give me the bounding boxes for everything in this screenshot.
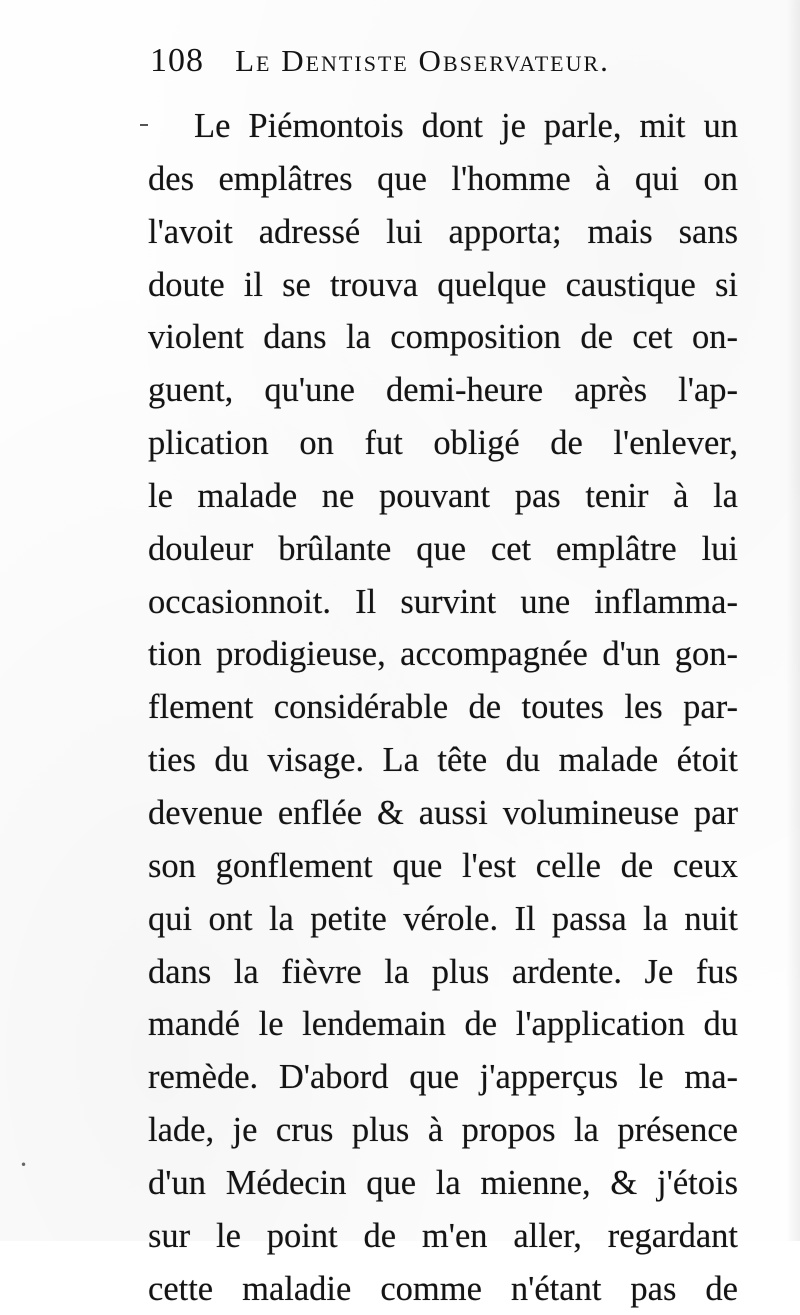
text-line: violent dans la composition de cet on-	[148, 318, 738, 357]
text-line: plication on fut obligé de l'enlever,	[148, 424, 738, 463]
page-edge-shadow	[786, 0, 800, 1241]
text-line: devenue enflée & aussi volumineuse par	[148, 793, 738, 832]
text-line: qui ont la petite vérole. Il passa la nuit	[148, 899, 738, 938]
text-line: guent, qu'une demi-heure après l'ap-	[148, 371, 738, 410]
running-title: Le Dentiste Observateur.	[235, 43, 610, 78]
text-line: cette maladie comme n'étant pas de	[148, 1269, 738, 1308]
ink-mark	[140, 124, 148, 126]
text-line: douleur brûlante que cet emplâtre lui	[148, 529, 738, 568]
page-number: 108	[150, 42, 204, 79]
paper-speck: •	[20, 1158, 28, 1172]
text-line: flement considérable de toutes les par-	[148, 688, 738, 727]
text-line: des emplâtres que l'homme à qui on	[148, 159, 738, 198]
text-line: tion prodigieuse, accompagnée d'un gon-	[148, 635, 738, 674]
text-line: doute il se trouva quelque caustique si	[148, 265, 738, 304]
running-head	[150, 42, 710, 94]
text-line: ties du visage. La tête du malade étoit	[148, 741, 738, 780]
text-line: occasionnoit. Il survint une inflamma-	[148, 582, 738, 621]
text-line: lade, je crus plus à propos la présence	[148, 1111, 738, 1150]
text-line: d'un Médecin que la mienne, & j'étois	[148, 1163, 738, 1202]
body-text	[148, 100, 738, 1315]
text-line: Le Piémontois dont je parle, mit un	[194, 107, 738, 145]
text-line: mandé le lendemain de l'application du	[148, 1005, 738, 1044]
text-line: sur le point de m'en aller, regardant	[148, 1216, 738, 1255]
text-line: remède. D'abord que j'apperçus le ma-	[148, 1058, 738, 1097]
text-line: son gonflement que l'est celle de ceux	[148, 846, 738, 885]
text-line: l'avoit adressé lui apporta; mais sans	[148, 212, 738, 251]
text-line: dans la fièvre la plus ardente. Je fus	[148, 952, 738, 991]
text-line: le malade ne pouvant pas tenir à la	[148, 476, 738, 515]
